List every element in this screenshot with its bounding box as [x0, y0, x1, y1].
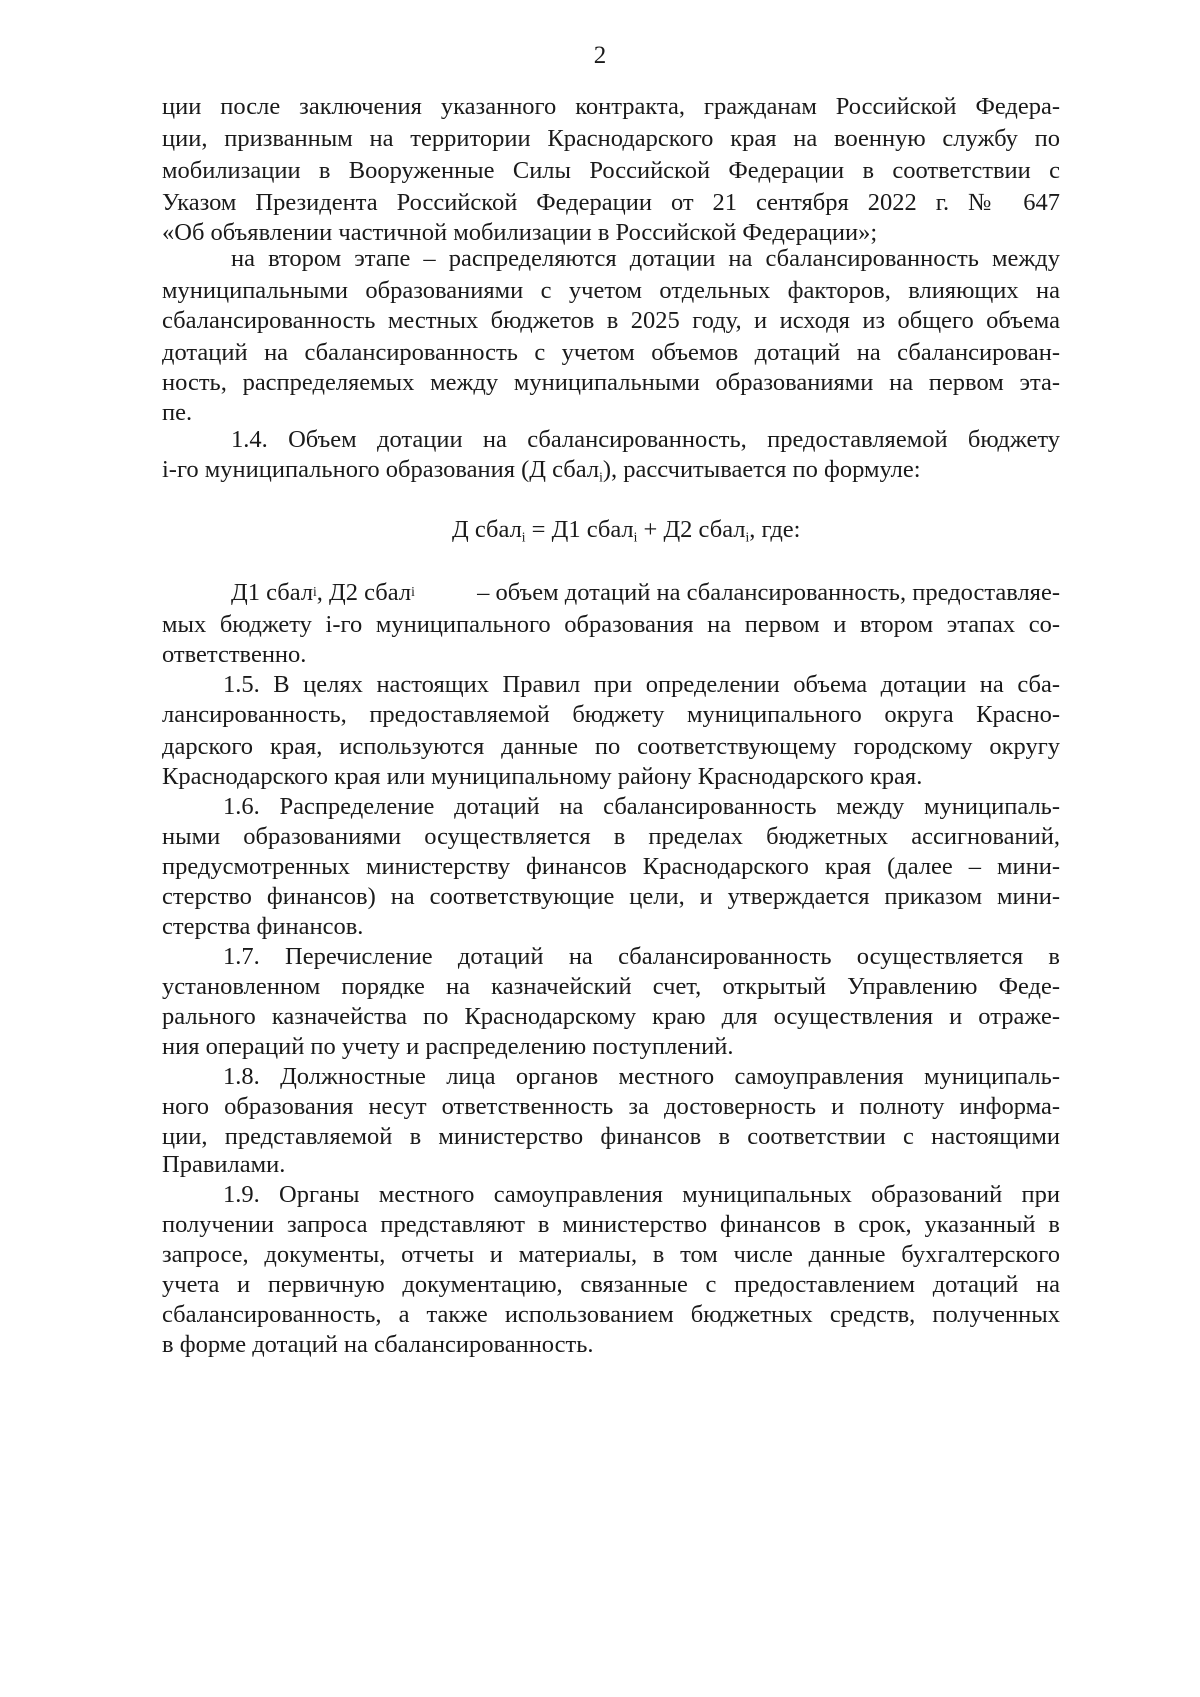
text-segment: ), рассчитывается по формуле: [602, 456, 921, 483]
text-line: стерство финансов) на соответствующие цели, и утверждается приказом мини- [162, 883, 1060, 910]
text-line: ного образования несут ответственность за достоверность и полноту информа- [162, 1093, 1060, 1120]
text-line: дарского края, используются данные по соответствующему городскому округу [162, 733, 1060, 760]
text-line: 1.5. В целях настоящих Правил при определении объема дотации на сба- [223, 671, 1060, 698]
text-line: сбалансированность местных бюджетов в 2025 году, и исходя из общего объема [162, 307, 1060, 334]
subscript-i: i [633, 529, 638, 545]
text-line: 1.9. Органы местного самоуправления муниципальных образований при [223, 1181, 1060, 1208]
text-line: ции после заключения указанного контракта, гражданам Российской Федера- [162, 93, 1060, 120]
subscript-i: i [745, 529, 750, 545]
text-segment: – объем дотаций на сбалансированность, предоставляе- [470, 579, 1060, 606]
formula-term: + Д2 сбал [637, 516, 746, 543]
text-segment: Д1 сбал [231, 579, 314, 606]
text-line: Правилами. [162, 1151, 286, 1178]
subscript-i: i [599, 469, 603, 485]
text-line: ния операций по учету и распределению поступлений. [162, 1033, 734, 1060]
text-line: 1.7. Перечисление дотаций на сбалансированность осуществляется в [223, 943, 1060, 970]
text-line: получении запроса представляют в министерство финансов в срок, указанный в [162, 1211, 1060, 1238]
text-line [231, 578, 1060, 608]
page-number: 2 [593, 42, 607, 69]
formula [452, 515, 801, 545]
text-line: запросе, документы, отчеты и материалы, в том числе данные бухгалтерского [162, 1241, 1060, 1268]
text-line [162, 455, 921, 485]
text-line: пе. [162, 399, 193, 426]
text-line: ции, призванным на территории Краснодарского края на военную службу по [162, 125, 1060, 152]
subscript-i: i [521, 529, 526, 545]
text-line: 1.6. Распределение дотаций на сбалансированность между муниципаль- [223, 793, 1060, 820]
text-line: 1.8. Должностные лица органов местного самоуправления муниципаль- [223, 1063, 1060, 1090]
text-line: 1.4. Объем дотации на сбалансированность, предоставляемой бюджету [231, 426, 1060, 453]
formula-term: = Д1 сбал [525, 516, 634, 543]
text-line: «Об объявлении частичной мобилизации в Российской Федерации»; [162, 219, 878, 246]
text-segment: i-го муниципального образования (Д сбал [162, 456, 600, 483]
text-line: ции, представляемой в министерство финансов в соответствии с настоящими [162, 1123, 1060, 1150]
text-line: ными образованиями осуществляется в пределах бюджетных ассигнований, [162, 823, 1060, 850]
text-segment: , Д2 сбал [316, 579, 412, 606]
text-line: в форме дотаций на сбалансированность. [162, 1331, 594, 1358]
subscript-i: i [411, 584, 415, 599]
text-line: учета и первичную документацию, связанные с предоставлением дотаций на [162, 1271, 1060, 1298]
text-line: стерства финансов. [162, 913, 364, 940]
text-line: Краснодарского края или муниципальному району Краснодарского края. [162, 763, 923, 790]
text-line: мобилизации в Вооруженные Силы Российской Федерации в соответствии с [162, 157, 1060, 184]
text-line: рального казначейства по Краснодарскому краю для осуществления и отраже- [162, 1003, 1060, 1030]
text-line: сбалансированность, а также использованием бюджетных средств, полученных [162, 1301, 1060, 1328]
text-line: муниципальными образованиями с учетом отдельных факторов, влияющих на [162, 277, 1060, 304]
formula-tail: , где: [749, 516, 801, 543]
text-line: лансированность, предоставляемой бюджету муниципального округа Красно- [162, 701, 1060, 728]
text-line: ответственно. [162, 641, 307, 668]
text-line: ность, распределяемых между муниципальными образованиями на первом эта- [162, 369, 1060, 396]
text-line: дотаций на сбалансированность с учетом объемов дотаций на сбалансирован- [162, 339, 1060, 366]
text-line: на втором этапе – распределяются дотации на сбалансированность между [231, 245, 1060, 272]
text-line: установленном порядке на казначейский счет, открытый Управлению Феде- [162, 973, 1060, 1000]
subscript-i: i [313, 584, 317, 599]
text-line: предусмотренных министерству финансов Краснодарского края (далее – мини- [162, 853, 1060, 880]
text-line: мых бюджету i-го муниципального образования на первом и втором этапах со- [162, 611, 1060, 638]
text-line: Указом Президента Российской Федерации от 21 сентября 2022 г. № 647 [162, 189, 1060, 216]
formula-lhs: Д сбал [452, 516, 522, 543]
